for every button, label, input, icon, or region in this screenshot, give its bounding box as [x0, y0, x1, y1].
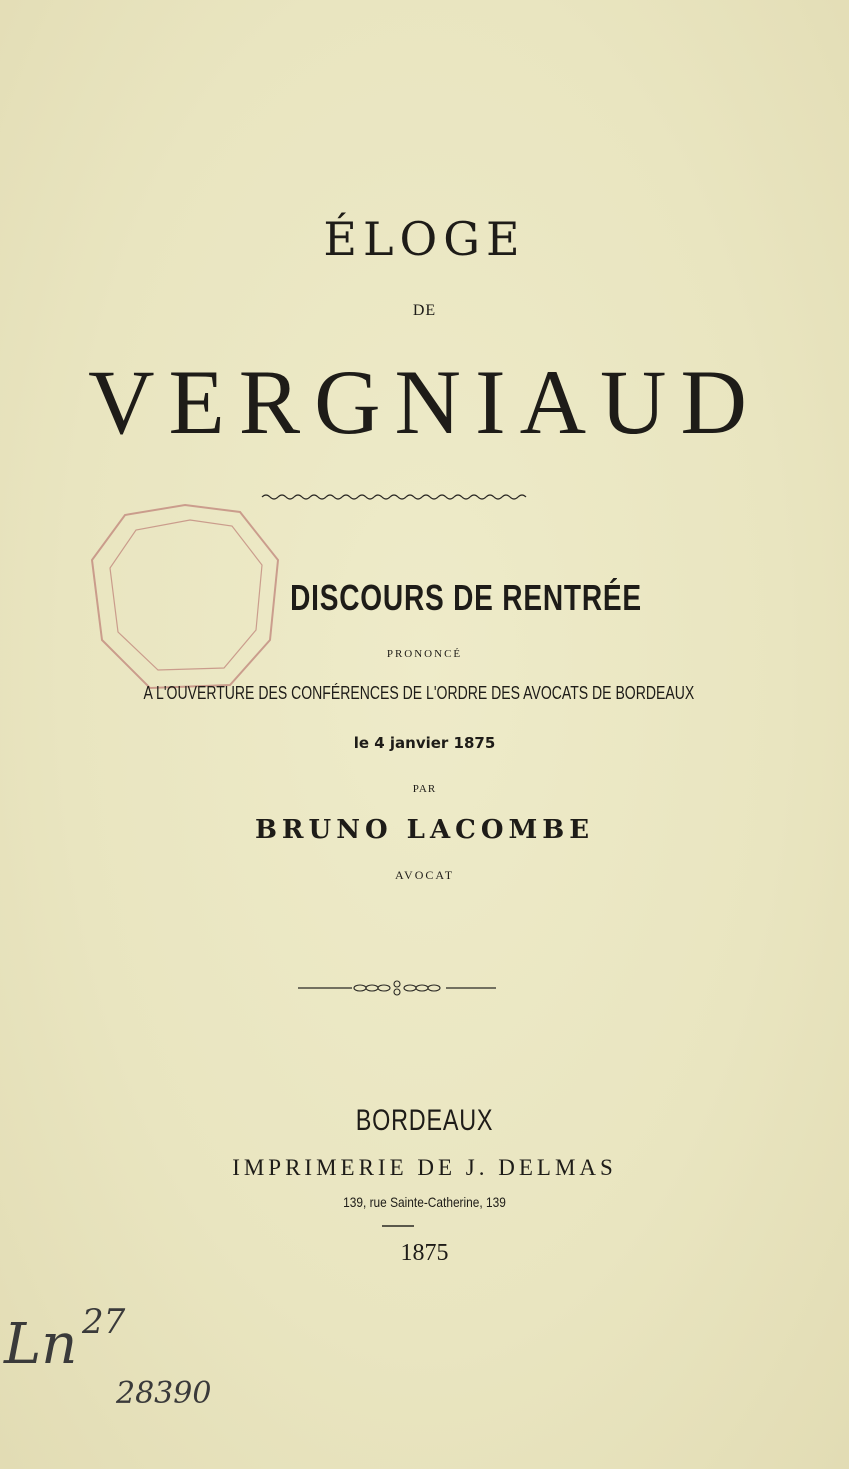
subtitle-occasion: A L'OUVERTURE DES CONFÉRENCES DE L'ORDRE DES AVOCATS DE BORDEAUX: [143, 683, 695, 703]
title-de: DE: [412, 302, 437, 319]
shelfmark-prefix: Ln: [4, 1312, 78, 1377]
subtitle-prononce: PRONONCÉ: [386, 648, 463, 660]
author-name: BRUNO LACOMBE: [254, 815, 595, 845]
imprint-address: 139, rue Sainte-Catherine, 139: [343, 1194, 506, 1210]
imprint-city: BORDEAUX: [355, 1104, 494, 1137]
subtitle-date: le 4 janvier 1875: [353, 734, 496, 752]
author-title: AVOCAT: [394, 868, 455, 882]
shelfmark-superscript: 27: [82, 1302, 126, 1342]
divider-ornament: [354, 981, 440, 995]
imprint-printer: IMPRIMERIE DE J. DELMAS: [232, 1155, 617, 1180]
wavy-rule: [262, 495, 526, 499]
subtitle-discours: DISCOURS DE RENTRÉE: [290, 577, 642, 618]
title-eloge: ÉLOGE: [323, 212, 526, 266]
title-subject: VERGNIAUD: [88, 351, 761, 453]
imprint-year: 1875: [400, 1240, 449, 1266]
shelfmark-number: 28390: [116, 1376, 212, 1411]
par-label: PAR: [412, 783, 437, 795]
